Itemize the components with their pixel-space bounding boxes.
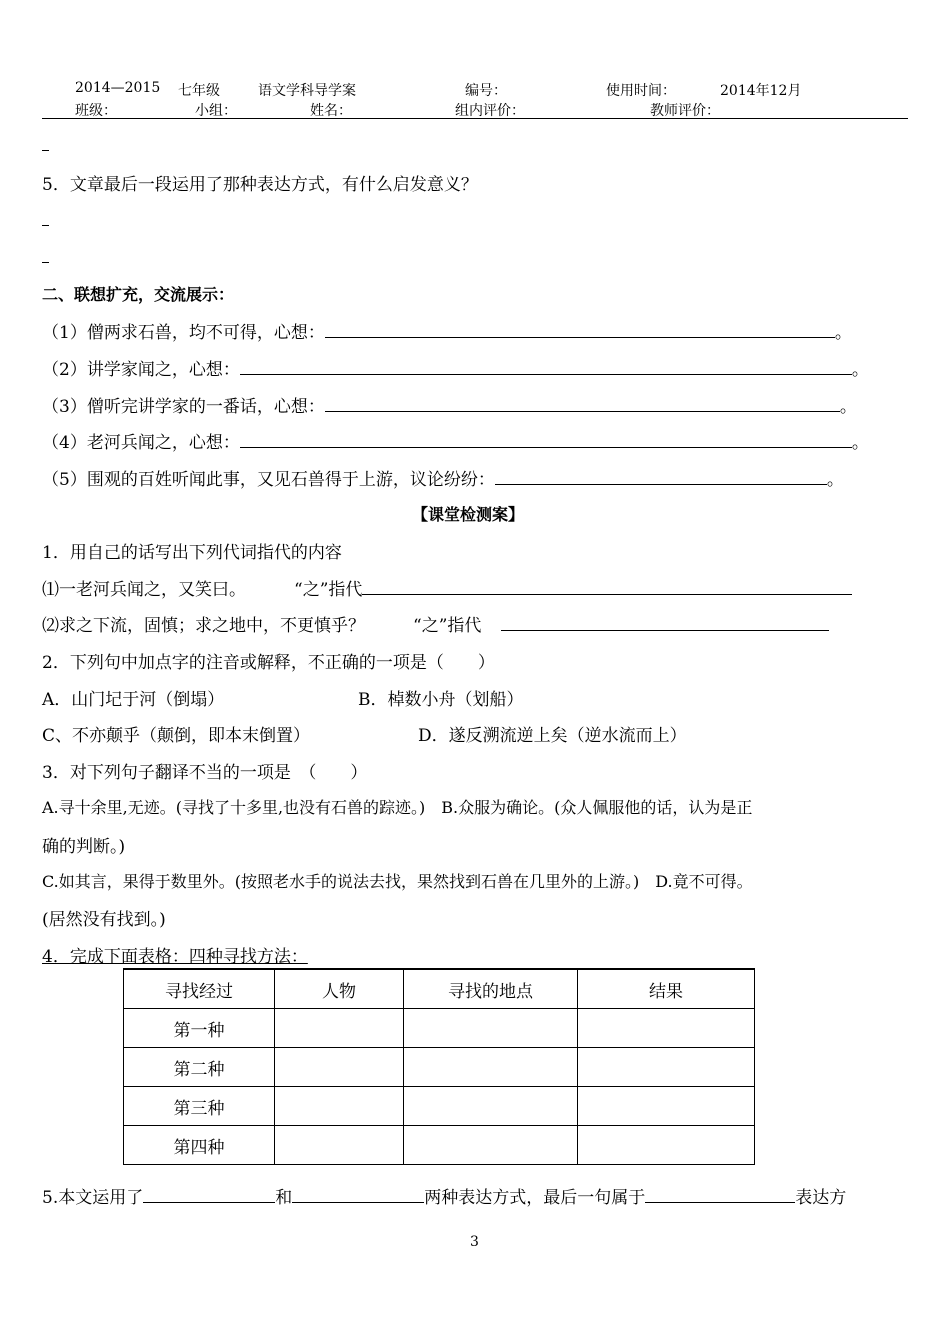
item-text: （1）僧两求石兽，均不可得，心想： xyxy=(42,323,325,343)
header-grade: 七年级 xyxy=(178,83,220,99)
fill-blank[interactable] xyxy=(143,1185,275,1203)
q3-line: (居然没有找到。) xyxy=(42,910,166,930)
table-cell[interactable] xyxy=(275,1048,404,1087)
q3-line: C.如其言，果得于数里外。(按照老水手的说法去找，果然找到石兽在几里外的上游。) D.竟不可得。 xyxy=(42,872,753,891)
table-header: 结果 xyxy=(578,969,755,1009)
q2-option-d: D．遂反溯流逆上矣（逆水流而上） xyxy=(418,726,687,746)
q2-option-c: C、不亦颠乎（颠倒，即本末倒置） xyxy=(42,726,311,746)
row-label: 第四种 xyxy=(124,1126,275,1165)
question-5-prev: 5．文章最后一段运用了那种表达方式，有什么启发意义？ xyxy=(42,175,478,195)
section-2-item xyxy=(42,428,869,453)
header-time-value: 2014年12月 xyxy=(720,83,802,99)
row-label: 第一种 xyxy=(124,1009,275,1048)
answer-line-mark xyxy=(42,150,49,151)
item-text: （3）僧听完讲学家的一番话，心想： xyxy=(42,397,325,417)
table-cell[interactable] xyxy=(275,1126,404,1165)
q3-line: A.寻十余里,无迹。(寻找了十多里,也没有石兽的踪迹。) B.众服为确论。(众人佩服他的话，认为是正 xyxy=(42,798,753,817)
fill-blank[interactable] xyxy=(362,577,852,595)
item-end: 。 xyxy=(826,470,844,490)
q2-option-b: B．棹数小舟（划船） xyxy=(358,690,524,710)
item-text: （4）老河兵闻之，心想： xyxy=(42,433,240,453)
table-cell[interactable] xyxy=(404,1126,578,1165)
table-row xyxy=(124,1087,755,1126)
fill-blank[interactable] xyxy=(501,613,829,631)
fill-blank[interactable] xyxy=(240,430,852,448)
table-row xyxy=(124,1009,755,1048)
item-text: （2）讲学家闻之，心想： xyxy=(42,360,240,380)
check-q1: 1．用自己的话写出下列代词指代的内容 xyxy=(42,543,342,563)
table-cell[interactable] xyxy=(578,1126,755,1165)
answer-line-mark xyxy=(42,262,49,263)
table-header: 寻找的地点 xyxy=(404,969,578,1009)
q1a-tail: “之”指代 xyxy=(294,580,363,600)
table-cell[interactable] xyxy=(578,1009,755,1048)
page-number: 3 xyxy=(470,1234,479,1250)
header-teacher-eval-label: 教师评价： xyxy=(650,103,720,119)
table-row xyxy=(124,1126,755,1165)
q1b-text: ⑵求之下流，固慎；求之地中，不更慎乎？ xyxy=(42,616,365,636)
check-q5 xyxy=(42,1183,846,1208)
check-title: 【课堂检测案】 xyxy=(412,505,525,524)
search-methods-table xyxy=(123,968,755,1165)
fill-blank[interactable] xyxy=(495,467,827,485)
fill-blank[interactable] xyxy=(325,394,840,412)
table-cell[interactable] xyxy=(404,1048,578,1087)
table-cell[interactable] xyxy=(275,1009,404,1048)
row-label: 第二种 xyxy=(124,1048,275,1087)
item-end: 。 xyxy=(851,360,869,380)
table-cell[interactable] xyxy=(578,1087,755,1126)
header-class-label: 班级： xyxy=(75,103,117,119)
table-header: 寻找经过 xyxy=(124,969,275,1009)
header-name-label: 姓名： xyxy=(310,103,352,119)
check-q4: 4．完成下面表格：四种寻找方法： xyxy=(42,947,308,967)
header-number-label: 编号： xyxy=(465,83,507,99)
table-header: 人物 xyxy=(275,969,404,1009)
table-header-row xyxy=(124,969,755,1009)
header-years: 2014—2015 xyxy=(75,80,161,96)
row-label: 第三种 xyxy=(124,1087,275,1126)
q2-option-a: A．山门圮于河（倒塌） xyxy=(42,690,225,710)
section-2-item xyxy=(42,355,869,380)
q1a-text: ⑴一老河兵闻之，又笑曰。 xyxy=(42,580,246,600)
section-2-item xyxy=(42,392,857,417)
item-end: 。 xyxy=(839,397,857,417)
table-cell[interactable] xyxy=(404,1009,578,1048)
check-q2: 2．下列句中加点字的注音或解释，不正确的一项是（ ） xyxy=(42,653,495,673)
header-time-label: 使用时间： xyxy=(606,83,676,99)
item-end: 。 xyxy=(834,323,852,343)
header-rule xyxy=(42,118,908,119)
section-2-heading: 二、联想扩充，交流展示： xyxy=(42,285,235,304)
item-end: 。 xyxy=(851,433,869,453)
answer-line-mark xyxy=(42,225,49,226)
header-subject: 语文学科导学案 xyxy=(258,83,356,99)
table-cell[interactable] xyxy=(578,1048,755,1087)
section-2-item xyxy=(42,465,844,490)
header-group-eval-label: 组内评价： xyxy=(455,103,525,119)
check-q3: 3．对下列句子翻译不当的一项是 （ ） xyxy=(42,763,368,783)
fill-blank[interactable] xyxy=(240,357,852,375)
q3-line: 确的判断。) xyxy=(42,837,126,857)
header-group-label: 小组： xyxy=(195,103,237,119)
q5-part: 和 xyxy=(275,1188,293,1208)
q1b-tail: “之”指代 xyxy=(413,616,482,636)
q5-part: 表达方 xyxy=(795,1188,847,1208)
item-text: （5）围观的百姓听闻此事，又见石兽得于上游，议论纷纷： xyxy=(42,470,495,490)
table-cell[interactable] xyxy=(404,1087,578,1126)
fill-blank[interactable] xyxy=(292,1185,424,1203)
q5-part: 两种表达方式，最后一句属于 xyxy=(424,1188,646,1208)
section-2-item xyxy=(42,318,852,343)
table-row xyxy=(124,1048,755,1087)
fill-blank[interactable] xyxy=(645,1185,795,1203)
check-q1b xyxy=(42,611,829,636)
check-q1a xyxy=(42,575,852,600)
table-cell[interactable] xyxy=(275,1087,404,1126)
fill-blank[interactable] xyxy=(325,320,835,338)
q5-part: 5.本文运用了 xyxy=(42,1188,144,1208)
